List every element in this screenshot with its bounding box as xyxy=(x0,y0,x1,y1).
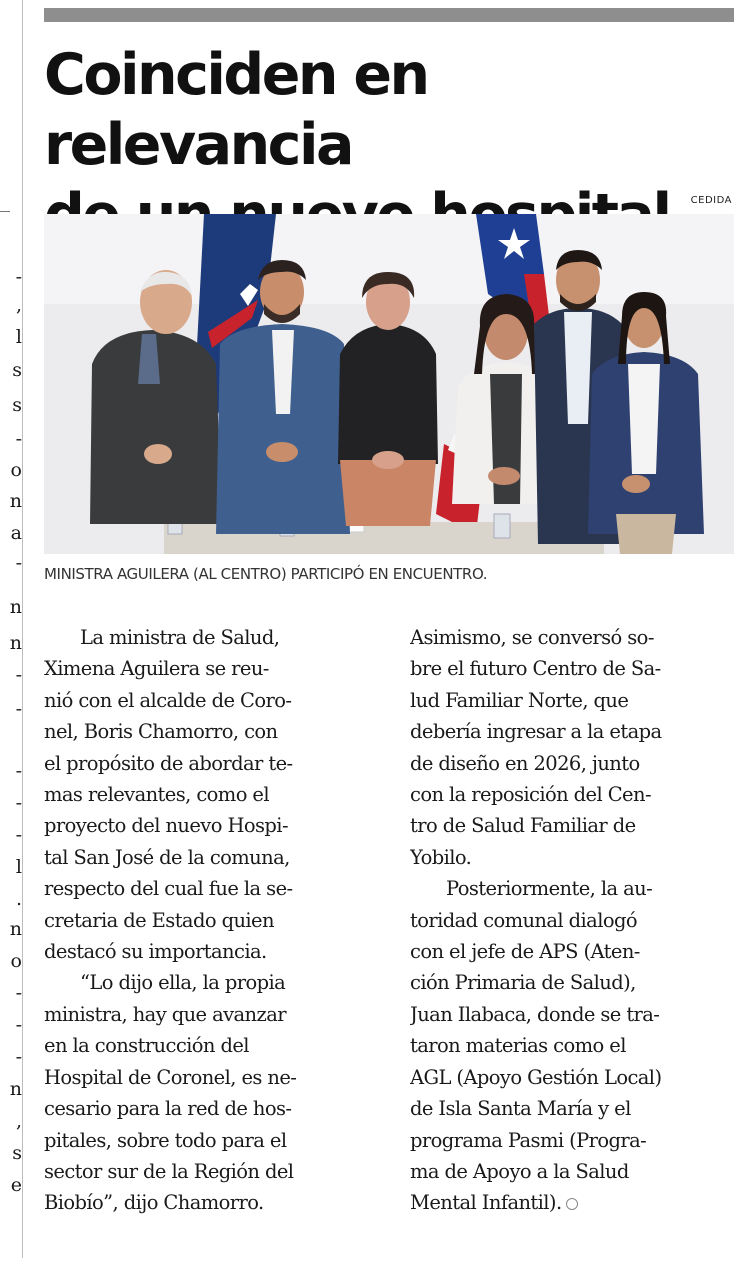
body-line: destacó su importancia. xyxy=(44,940,267,964)
fragment-text: - xyxy=(15,1046,22,1068)
fragment-text: n xyxy=(9,596,22,618)
body-line: “Lo dijo ella, la propia xyxy=(80,971,286,995)
photo-caption: MINISTRA AGUILERA (AL CENTRO) PARTICIPÓ EN ENCUENTRO. xyxy=(44,565,488,583)
fragment-text: - xyxy=(15,698,22,720)
body-line: proyecto del nuevo Hospi- xyxy=(44,814,288,838)
body-line: programa Pasmi (Progra- xyxy=(410,1128,647,1152)
fragment-text: n xyxy=(9,490,22,512)
body-line: ministra, hay que avanzar xyxy=(44,1002,286,1026)
body-line: taron materias como el xyxy=(410,1034,626,1058)
fragment-text: , xyxy=(15,1110,22,1132)
body-line: nió con el alcalde de Coro- xyxy=(44,688,292,712)
fragment-text: - xyxy=(15,552,22,574)
article-column-2 xyxy=(410,622,736,1219)
body-line-text: Mental Infantil). xyxy=(410,1191,562,1215)
body-line: ma de Apoyo a la Salud xyxy=(410,1159,629,1183)
fragment-text: n xyxy=(9,918,22,940)
fragment-text: l xyxy=(15,856,22,878)
body-line: toridad comunal dialogó xyxy=(410,908,637,932)
body-line: Posteriormente, la au- xyxy=(446,877,653,901)
fragment-text: s xyxy=(12,1142,22,1164)
body-line: tal San José de la comuna, xyxy=(44,845,290,869)
body-line: con el jefe de APS (Aten- xyxy=(410,940,640,964)
end-of-article-icon xyxy=(566,1198,578,1210)
fragment-text: , xyxy=(15,294,22,316)
body-line: respecto del cual fue la se- xyxy=(44,877,293,901)
body-line: nel, Boris Chamorro, con xyxy=(44,720,278,744)
body-line: sector sur de la Región del xyxy=(44,1159,294,1183)
fragment-text: o xyxy=(10,459,22,481)
fragment-text: s xyxy=(12,394,22,416)
fragment-text: - xyxy=(15,664,22,686)
fragment-text: e xyxy=(10,1174,22,1196)
fragment-text: - xyxy=(15,792,22,814)
body-line: en la construcción del xyxy=(44,1034,249,1058)
body-line: tro de Salud Familiar de xyxy=(410,814,636,838)
body-line: Yobilo. xyxy=(410,845,472,869)
article-photo xyxy=(44,214,734,554)
fragment-text: . xyxy=(15,888,22,910)
fragment-text: - xyxy=(15,428,22,450)
fragment-text: - xyxy=(15,982,22,1004)
body-line: Asimismo, se conversó so- xyxy=(410,626,654,649)
fragment-text: n xyxy=(9,632,22,654)
fragment-text: a xyxy=(10,522,22,544)
fragment-text: - xyxy=(15,824,22,846)
fragment-text: - xyxy=(15,1014,22,1036)
body-line: Biobío”, dijo Chamorro. xyxy=(44,1191,264,1215)
body-line: debería ingresar a la etapa xyxy=(410,720,662,744)
article-column-1 xyxy=(44,622,378,1219)
headline-line-1: Coinciden en relevancia xyxy=(44,42,428,178)
body-line: el propósito de abordar te- xyxy=(44,751,293,775)
body-line: Ximena Aguilera se reu- xyxy=(44,657,269,681)
body-line: AGL (Apoyo Gestión Local) xyxy=(410,1065,662,1089)
column-divider xyxy=(22,0,23,1258)
body-line: bre el futuro Centro de Sa- xyxy=(410,657,661,681)
body-line: Juan Ilabaca, donde se tra- xyxy=(410,1002,660,1026)
body-line: de diseño en 2026, junto xyxy=(410,751,640,775)
fragment-text: - xyxy=(15,760,22,782)
column-divider-tick xyxy=(0,211,10,212)
body-line: lud Familiar Norte, que xyxy=(410,688,629,712)
body-line: cesario para la red de hos- xyxy=(44,1097,292,1121)
body-line: Hospital de Coronel, es ne- xyxy=(44,1065,297,1089)
body-line: mas relevantes, como el xyxy=(44,783,270,807)
fragment-text: l xyxy=(15,326,22,348)
photo-credit: CEDIDA xyxy=(690,195,732,206)
body-line-last xyxy=(410,1187,736,1218)
fragment-text: n xyxy=(9,1078,22,1100)
section-header-bar xyxy=(44,8,734,22)
body-line: con la reposición del Cen- xyxy=(410,783,651,807)
fragment-text: - xyxy=(15,266,22,288)
body-line: pitales, sobre todo para el xyxy=(44,1128,287,1152)
fragment-text: o xyxy=(10,950,22,972)
body-line: de Isla Santa María y el xyxy=(410,1097,631,1121)
body-line: La ministra de Salud, xyxy=(80,626,280,649)
group-photo-illustration xyxy=(44,214,734,554)
body-line: ción Primaria de Salud), xyxy=(410,971,636,995)
adjacent-column-fragments xyxy=(0,0,28,1260)
fragment-text: s xyxy=(12,359,22,381)
body-line: cretaria de Estado quien xyxy=(44,908,274,932)
